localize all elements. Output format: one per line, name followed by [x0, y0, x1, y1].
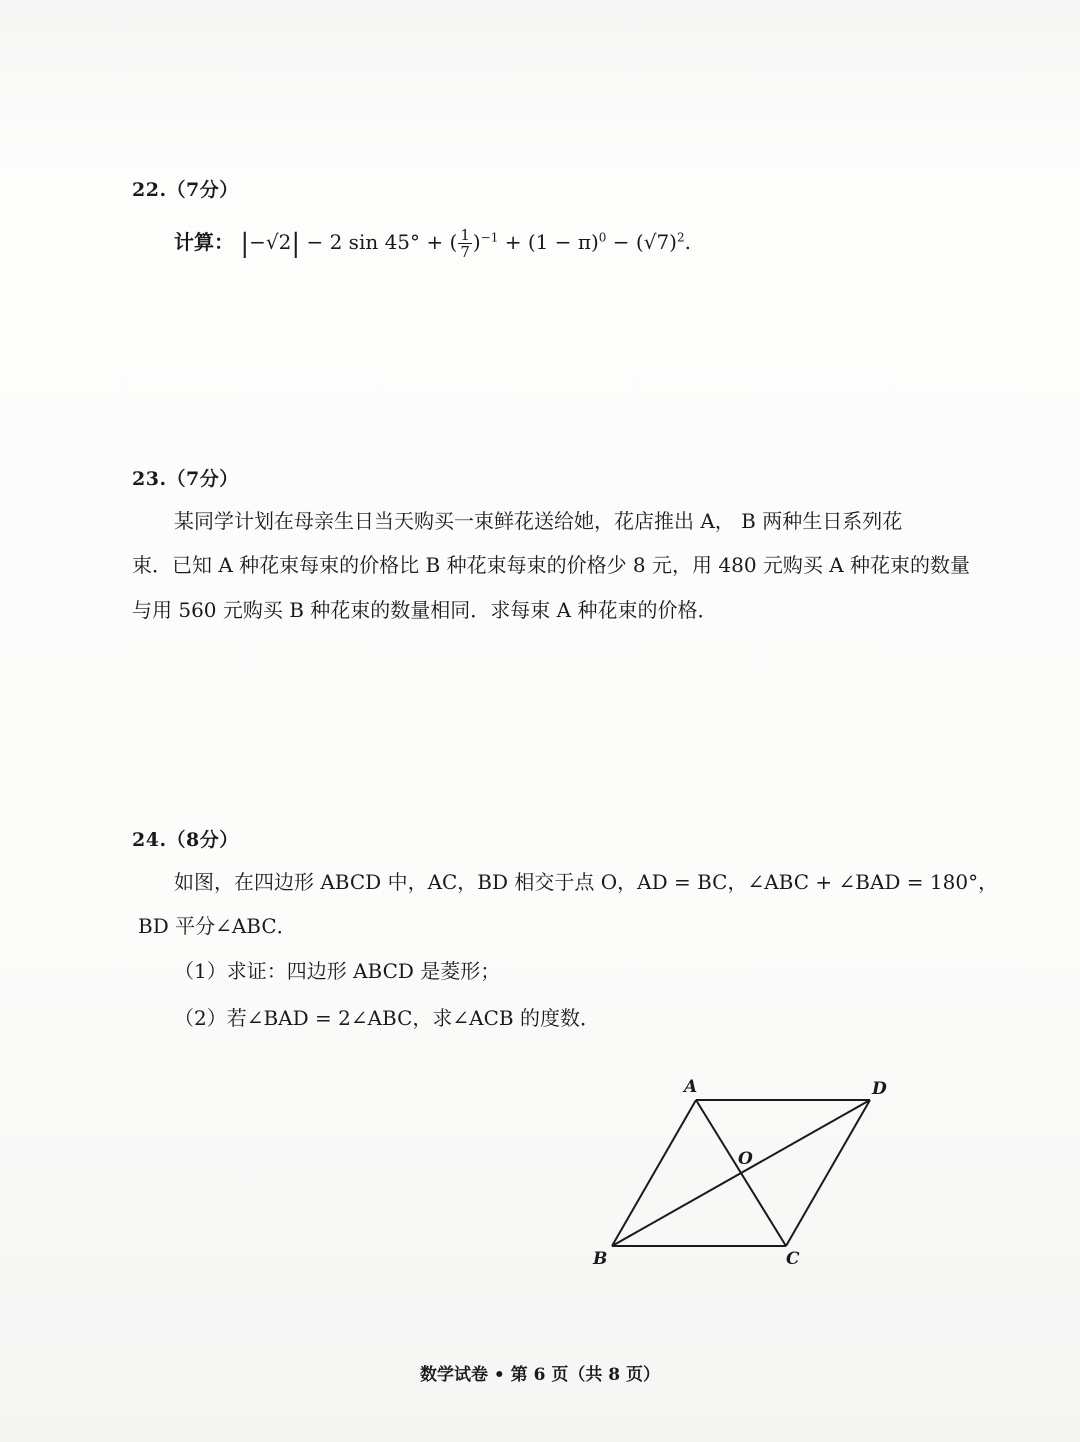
diagonal-BD: [612, 1100, 870, 1246]
question-23-line-1: 某同学计划在母亲生日当天购买一束鲜花送给她，花店推出 A， B 两种生日系列花: [174, 509, 903, 533]
question-24-heading: 24.（8分）: [132, 829, 239, 851]
point-A-label: A: [684, 1077, 698, 1097]
exponent-two: 2: [676, 230, 685, 245]
question-23-heading: 23.（7分）: [132, 468, 239, 490]
page-footer: 数学试卷 • 第 6 页（共 8 页）: [419, 1365, 661, 1385]
side-DC: [786, 1100, 870, 1246]
side-AB: [612, 1100, 696, 1246]
question-24-line-1: 如图，在四边形 ABCD 中，AC，BD 相交于点 O，AD = BC，∠ABC + ∠BAD = 180°，: [174, 870, 999, 894]
zero-power-term: + (1 − π): [498, 230, 599, 254]
sqrt-seven-term: − (√7): [606, 230, 677, 254]
question-22-heading: 22.（7分）: [132, 179, 239, 201]
abs-value-term: −√2: [249, 230, 292, 254]
exponent-zero: 0: [598, 230, 607, 245]
question-22-label: 计算：: [174, 230, 234, 254]
question-23-line-3: 与用 560 元购买 B 种花束的数量相同．求每束 A 种花束的价格．: [132, 598, 718, 622]
question-24-part-2: （2）若∠BAD = 2∠ABC，求∠ACB 的度数．: [174, 1006, 600, 1030]
rhombus-diagram: [580, 1070, 910, 1270]
sine-term: − 2 sin 45° + (: [306, 230, 458, 254]
point-D-label: D: [872, 1079, 887, 1099]
bleed-through-text: [160, 30, 177, 55]
point-O-label: O: [738, 1149, 753, 1169]
question-24-part-1: （1）求证：四边形 ABCD 是菱形；: [174, 959, 501, 983]
question-22-expression: 计算： |−√2| − 2 sin 45° + ( $\frac{1}{7}$ )$^{-1} + (1 - \pi)^0 - (√7)^2$.: [174, 226, 691, 261]
exponent-neg-one: −1: [480, 230, 499, 245]
question-24-line-2: BD 平分∠ABC．: [138, 914, 297, 938]
fraction-one-seventh: $\frac{1}{7}$: [460, 226, 470, 261]
point-B-label: B: [593, 1249, 608, 1269]
question-23-line-2: 束．已知 A 种花束每束的价格比 B 种花束每束的价格少 8 元，用 480 元购买 A 种花束的数量: [132, 553, 971, 577]
point-C-label: C: [786, 1249, 800, 1269]
